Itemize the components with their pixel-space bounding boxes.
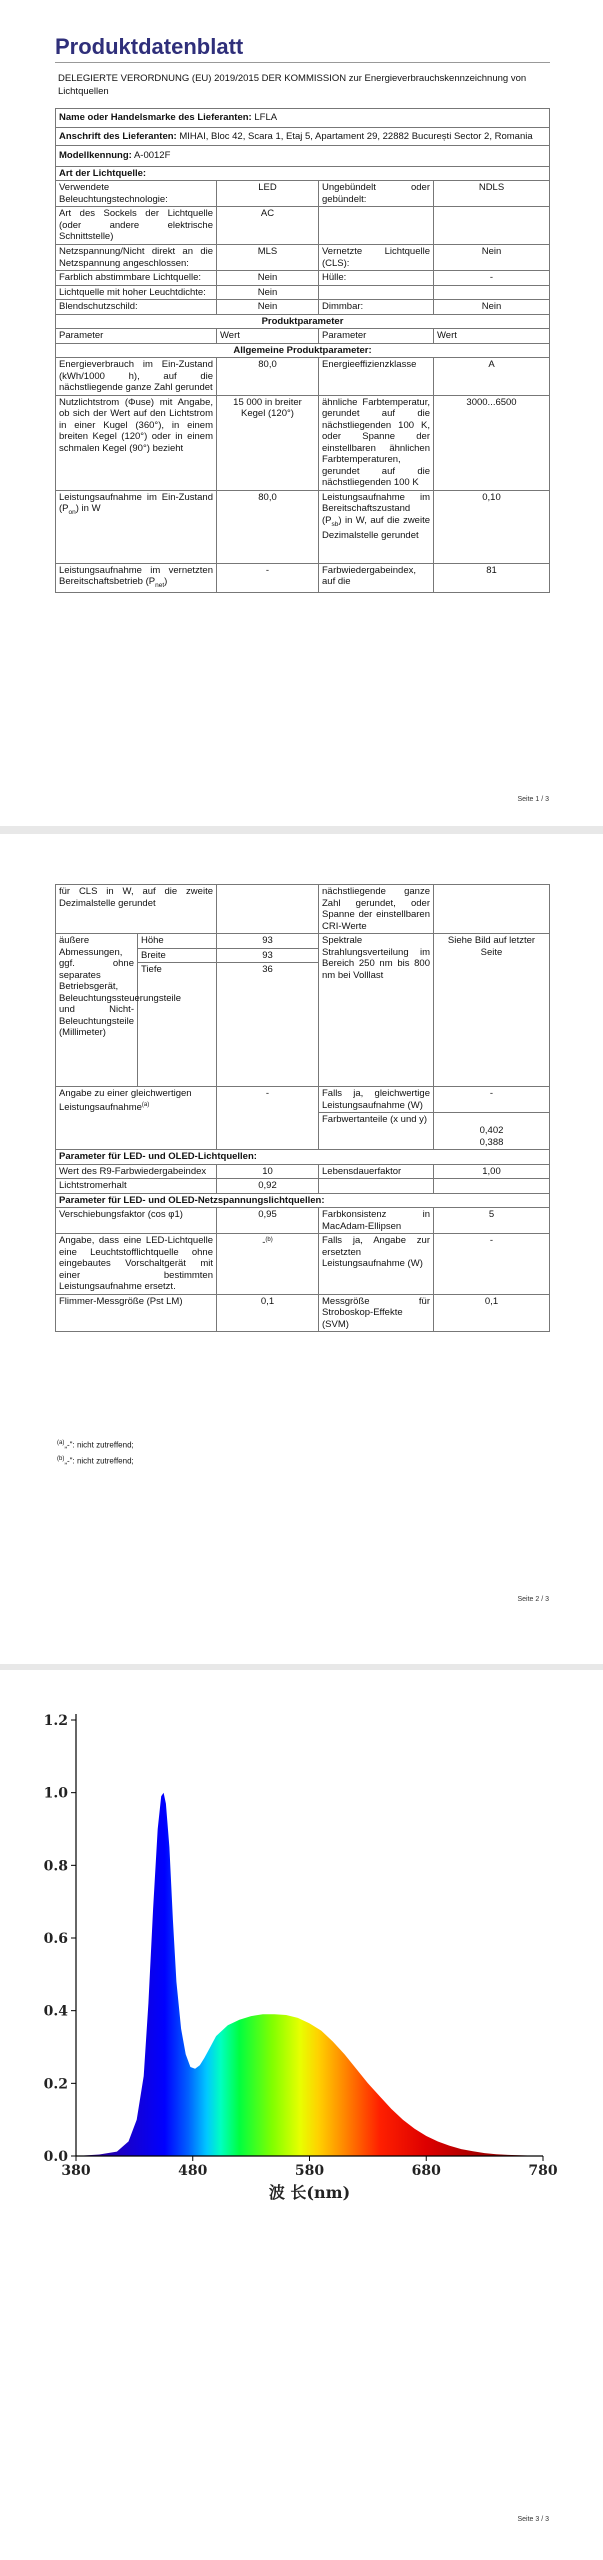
table-row: [56, 1087, 550, 1113]
param-label: Angabe, dass eine LED-Lichtquelle eine Leuchtstofflichtquelle ohne eingebautes Vorschaltgerät mit einer bestimmten Leistungsaufnahme ersetzt.: [56, 1234, 217, 1295]
param-value: 0,92: [217, 1179, 319, 1194]
x-tick-label: 380: [61, 2163, 91, 2179]
page-number: Seite 2 / 3: [517, 1596, 549, 1603]
param-label: Ungebündelt oder gebündelt:: [319, 181, 434, 207]
param-label: ähnliche Farbtemperatur, gerundet auf die nächstliegenden 100 K, oder Spanne der einstellbaren ähnlichen Farbtemperaturen, gerundet auf die nächstliegenden 100 K: [319, 395, 434, 490]
param-label: Art des Sockels der Lichtquelle (oder andere elektrische Schnittstelle): [56, 207, 217, 245]
dimensions-label: äußere Abmessungen, ggf. ohne separates Betriebsgerät, Beleuchtungssteuerungsteile und Nicht-Beleuchtungsteile (Millimeter): [56, 934, 138, 1087]
doc-subtitle: DELEGIERTE VERORDNUNG (EU) 2019/2015 DER KOMMISSION zur Energieverbrauchskennzeichnung von Lichtquellen: [58, 73, 527, 97]
param-label: Farbwiedergabeindex, auf die: [319, 563, 434, 593]
param-value: -: [217, 563, 319, 593]
param-value: LED: [217, 181, 319, 207]
param-label: Messgröße für Stroboskop-Effekte (SVM): [319, 1294, 434, 1332]
table-row: [56, 271, 550, 286]
column-header-row: [56, 329, 550, 344]
param-label: Lichtquelle mit hoher Leuchtdichte:: [56, 285, 217, 300]
table-row: [56, 395, 550, 490]
label-text: Angabe zu einer gleichwertigen Leistungsaufnahme: [59, 1088, 192, 1113]
param-label: Lebensdauerfaktor: [319, 1164, 434, 1179]
chroma-x: 0,402: [479, 1125, 504, 1136]
param-label: Wert des R9-Farbwiedergabeindex: [56, 1164, 217, 1179]
spectrum-area: [76, 1793, 543, 2156]
table-row: [56, 285, 550, 300]
table-row: [56, 181, 550, 207]
subscript: net: [155, 581, 165, 589]
param-value: Nein: [217, 271, 319, 286]
label-text: ): [164, 576, 168, 587]
height-label: Höhe: [138, 934, 217, 949]
param-label: Farblich abstimmbare Lichtquelle:: [56, 271, 217, 286]
param-value: Nein: [434, 300, 550, 315]
column-header: Wert: [217, 329, 319, 344]
depth-label: Tiefe: [138, 963, 217, 1087]
supplier-name-label: Name oder Handelsmarke des Lieferanten:: [59, 112, 252, 123]
table-row: [56, 1179, 550, 1194]
x-tick-label: 780: [528, 2163, 558, 2179]
param-label: Dimmbar:: [319, 300, 434, 315]
table-row: [56, 563, 550, 593]
y-tick-label: 1.2: [43, 1713, 68, 1729]
footnote-b: [57, 1456, 134, 1466]
param-value: -: [217, 1087, 319, 1150]
x-tick-label: 480: [178, 2163, 208, 2179]
param-value: 5: [434, 1208, 550, 1234]
model-row: [56, 146, 550, 167]
footnote-ref: (b): [265, 1237, 273, 1243]
param-value: A: [434, 358, 550, 396]
param-value: MLS: [217, 245, 319, 271]
param-value: -: [434, 1234, 550, 1295]
width-label: Breite: [138, 948, 217, 963]
param-value: -: [434, 271, 550, 286]
label-text: ) in W: [75, 503, 101, 514]
param-label: Flimmer-Messgröße (Pst LM): [56, 1294, 217, 1332]
footnote-text: „-": nicht zutreffend;: [64, 1440, 134, 1450]
y-tick-label: 1.0: [43, 1785, 68, 1802]
chroma-y: 0,388: [479, 1136, 504, 1148]
param-value: 0,1: [434, 1294, 550, 1332]
param-value: Nein: [217, 300, 319, 315]
param-label: [56, 490, 217, 563]
table-row: [56, 300, 550, 315]
label-text: Leistungsaufnahme im vernetzten Bereitschaftsbetrieb (P: [59, 564, 213, 587]
param-label: Falls ja, Angabe zur ersetzten Leistungsaufnahme (W): [319, 1234, 434, 1295]
column-header: Parameter: [319, 329, 434, 344]
param-label: Nutzlichtstrom (Φuse) mit Angabe, ob sich der Wert auf den Lichtstrom in einer Kugel (360°), in einem breiten Kegel (120°) oder in einem schmalen Kegel (90°) bezieht: [56, 395, 217, 490]
address-row: [56, 127, 550, 146]
model-id: A-0012F: [133, 150, 171, 161]
param-value: 15 000 in breiter Kegel (120°): [217, 395, 319, 490]
param-value: Nein: [434, 245, 550, 271]
param-value: 10: [217, 1164, 319, 1179]
table-row: [56, 207, 550, 245]
page-1: [0, 0, 603, 826]
product-table-1: [55, 108, 550, 593]
param-label: Farbkonsistenz in MacAdam-Ellipsen: [319, 1208, 434, 1234]
led-params-header: Parameter für LED- und OLED-Lichtquellen:: [56, 1150, 550, 1165]
table-row: [56, 885, 550, 934]
subscript: sb: [331, 520, 339, 528]
supplier-name: LFLA: [254, 112, 278, 123]
column-header: Wert: [434, 329, 550, 344]
param-label: [56, 1087, 217, 1150]
param-label: [319, 490, 434, 563]
spectrum-chart: [0, 1670, 603, 2560]
table-row: [56, 934, 550, 949]
doc-title: Produktdatenblatt: [55, 34, 550, 63]
param-value: 80,0: [217, 490, 319, 563]
supplier-row: [56, 109, 550, 128]
table-row: [56, 358, 550, 396]
param-value: 3000...6500: [434, 395, 550, 490]
general-params-header: Allgemeine Produktparameter:: [56, 343, 550, 358]
product-params-header: Produktparameter: [56, 314, 550, 329]
led-mains-params-header: Parameter für LED- und OLED-Netzspannungslichtquellen:: [56, 1193, 550, 1208]
param-value: 80,0: [217, 358, 319, 396]
y-tick-label: 0.6: [43, 1931, 68, 1947]
param-value: 0,10: [434, 490, 550, 563]
param-label: Energieeffizienzklasse: [319, 358, 434, 396]
spectral-label: Spektrale Strahlungsverteilung im Bereich 250 nm bis 800 nm bei Volllast: [319, 934, 434, 1087]
param-label: [56, 563, 217, 593]
footnote-mark: (b): [57, 1456, 65, 1462]
param-label: Verwendete Beleuchtungstechnologie:: [56, 181, 217, 207]
table-row: [56, 1164, 550, 1179]
param-value: AC: [217, 207, 319, 245]
y-tick-label: 0.4: [43, 2003, 68, 2020]
column-header: Parameter: [56, 329, 217, 344]
param-label: Hülle:: [319, 271, 434, 286]
footnote-mark: (a): [57, 1440, 65, 1446]
address-label: Anschrift des Lieferanten:: [59, 130, 177, 142]
param-label: nächstliegende ganze Zahl gerundet, oder Spanne der einstellbaren CRI-Werte: [319, 885, 434, 934]
y-tick-label: 0.0: [43, 2149, 68, 2165]
chart-area: [44, 1713, 558, 2202]
param-label: Blendschutzschild:: [56, 300, 217, 315]
param-label: Falls ja, gleichwertige Leistungsaufnahme (W): [319, 1087, 434, 1113]
param-value: -: [434, 1087, 550, 1113]
param-value: 1,00: [434, 1164, 550, 1179]
page-2: [0, 834, 603, 1664]
value-text: -: [262, 1237, 266, 1249]
address: MIHAI, Bloc 42, Scara 1, Etaj 5, Apartament 29, 22882 București Sector 2, Romania: [179, 130, 533, 142]
table-row: [56, 1294, 550, 1332]
param-label: Netzspannung/Nicht direkt an die Netzspannung angeschlossen:: [56, 245, 217, 271]
param-label: Vernetzte Lichtquelle (CLS):: [319, 245, 434, 271]
x-axis-label: 波 长(nm): [268, 2183, 351, 2202]
table-row: [56, 245, 550, 271]
width-value: 93: [217, 948, 319, 963]
table-row: [56, 490, 550, 563]
x-tick-label: 580: [294, 2163, 325, 2179]
param-value: Nein: [217, 285, 319, 300]
footnote-a: [57, 1440, 134, 1450]
label-text: ) in W, auf die zweite Dezimalstelle gerundet: [322, 514, 430, 541]
param-label: für CLS in W, auf die zweite Dezimalstelle gerundet: [56, 885, 217, 934]
param-value: 0,1: [217, 1294, 319, 1332]
page-3: [0, 1670, 603, 2560]
x-tick-label: 680: [411, 2163, 441, 2179]
param-label: Lichtstromerhalt: [56, 1179, 217, 1194]
param-value: 0,95: [217, 1208, 319, 1234]
param-value: NDLS: [434, 181, 550, 207]
product-table-2: [55, 884, 550, 1332]
table-row: [56, 1234, 550, 1295]
footnote-text: „-": nicht zutreffend;: [64, 1456, 134, 1466]
depth-value: 36: [217, 963, 319, 1087]
page-number: Seite 1 / 3: [517, 796, 549, 803]
model-label: Modellkennung:: [59, 150, 132, 161]
label-text: Leistungsaufnahme im Ein-Zustand (P: [59, 491, 213, 514]
light-source-header: Art der Lichtquelle:: [56, 166, 550, 181]
subscript: on: [68, 508, 76, 516]
table-row: [56, 1208, 550, 1234]
param-label: Verschiebungsfaktor (cos φ1): [56, 1208, 217, 1234]
y-tick-label: 0.2: [43, 2076, 68, 2093]
page-number: Seite 3 / 3: [517, 2516, 549, 2523]
y-tick-label: 0.8: [43, 1858, 68, 1875]
param-label: Energieverbrauch im Ein-Zustand (kWh/1000 h), auf die nächstliegende ganze Zahl gerundet: [56, 358, 217, 396]
spectral-value: Siehe Bild auf letzter Seite: [434, 934, 550, 1087]
footnote-ref: (a): [141, 1101, 150, 1108]
param-label: Farbwertanteile (x und y): [319, 1113, 434, 1150]
param-value: 81: [434, 563, 550, 593]
param-value: [434, 1113, 550, 1150]
param-value: [217, 1234, 319, 1295]
label-text: Leistungsaufnahme im Bereitschaftszustand (P: [322, 491, 430, 526]
height-value: 93: [217, 934, 319, 949]
